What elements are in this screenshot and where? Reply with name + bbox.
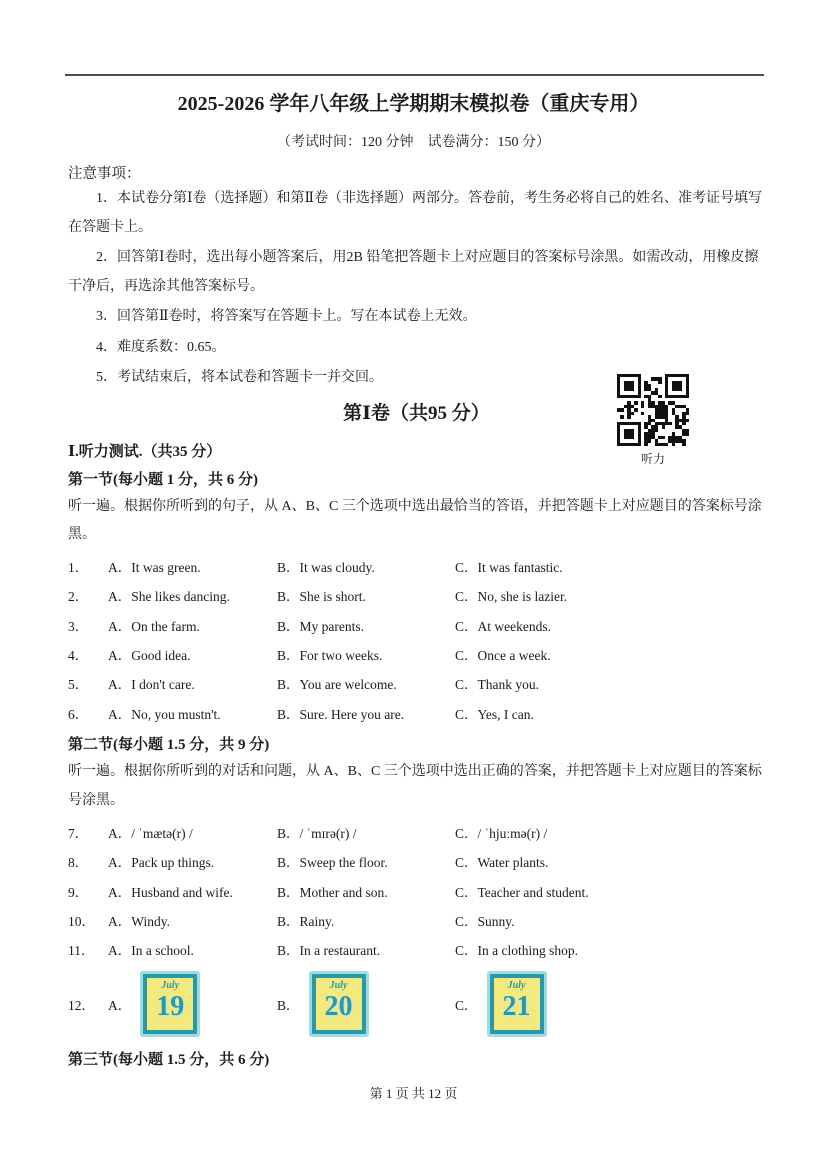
option-b (277, 974, 455, 1034)
option-b: B．Mother and son. (277, 884, 388, 900)
question-number: 5． (68, 677, 89, 693)
question-row-12 (68, 966, 765, 1042)
option-c: C．/ ˈhjuːmə(r) / (455, 825, 548, 841)
notice-item-3: 3．回答第Ⅱ卷时，将答案写在答题卡上。写在本试卷上无效。 (96, 309, 477, 324)
option-a: A．She likes dancing. (108, 589, 230, 605)
question-row-2 (68, 581, 765, 610)
option-c: C．Water plants. (455, 855, 549, 871)
option-a: A．It was green. (108, 560, 201, 576)
option-b-label: B． (277, 997, 300, 1013)
option-a: A．Good idea. (108, 648, 191, 664)
option-a-label: A． (108, 997, 132, 1013)
option-a: A．Pack up things. (108, 855, 215, 871)
exam-subtitle: （考试时间：120 分钟 试卷满分：150 分） (277, 135, 550, 150)
section3-title: 第三节(每小题 1.5 分，共 6 分) (68, 1051, 270, 1068)
section2-instruction: 听一遍。根据你所听到的对话和问题，从 A、B、C 三个选项中选出正确的答案，并把答题卡上对应题目的答案标号涂黑。 (68, 764, 762, 808)
calendar-day: 21 (502, 990, 531, 1022)
option-a: A．In a school. (108, 943, 194, 959)
section2-title: 第二节(每小题 1.5 分，共 9 分) (68, 737, 270, 754)
option-c: C．In a clothing shop. (455, 943, 578, 959)
question-number: 8． (68, 855, 89, 871)
option-a: A．No, you mustn't. (108, 706, 221, 722)
notice-item-4: 4．难度系数：0.65。 (96, 339, 226, 355)
qr-code-label: 听力 (640, 452, 665, 466)
exam-content (0, 165, 827, 1070)
option-c (455, 974, 765, 1034)
option-c: C．Thank you. (455, 677, 539, 693)
option-b: B．In a restaurant. (277, 943, 381, 959)
question-number: 11． (68, 943, 95, 959)
option-a: A．On the farm. (108, 618, 200, 634)
question-row-1 (68, 552, 765, 581)
question-number: 4． (68, 648, 89, 664)
question-row-6 (68, 698, 765, 727)
question-number: 1． (68, 560, 89, 576)
notice-item-2: 2．回答第Ⅰ卷时，选出每小题答案后，用2B 铅笔把答题卡上对应题目的答案标号涂黑。如需改动，用橡皮擦干净后，再选涂其他答案标号。 (68, 250, 759, 294)
option-c-label: C． (455, 997, 478, 1013)
calendar-month: July (329, 979, 348, 991)
question-row-11 (68, 934, 765, 963)
page-footer: 第 1 页 共 12 页 (369, 1086, 458, 1101)
option-b: B．Sweep the floor. (277, 855, 388, 871)
calendar-day: 20 (324, 990, 353, 1022)
question-row-4 (68, 639, 765, 668)
calendar-day: 19 (156, 990, 185, 1022)
option-c: C．Yes, I can. (455, 706, 534, 722)
question-number: 10． (68, 913, 95, 929)
option-a: A．Windy. (108, 913, 170, 929)
calendar-month: July (507, 979, 526, 991)
calendar-image-july-20 (312, 974, 366, 1034)
exam-title: 2025-2026 学年八年级上学期期末模拟卷（重庆专用） (177, 93, 650, 115)
option-b: B．/ ˈmɪrə(r) / (277, 825, 357, 841)
question-row-10 (68, 905, 765, 934)
option-c: C．It was fantastic. (455, 560, 563, 576)
section1-instruction: 听一遍。根据你所听到的句子，从 A、B、C 三个选项中选出最恰当的答语，并把答题卡上对应题目的答案标号涂黑。 (68, 498, 762, 542)
question-row-8 (68, 847, 765, 876)
question-number: 7． (68, 825, 89, 841)
top-divider (65, 74, 764, 76)
question-number: 9． (68, 884, 89, 900)
option-a (108, 974, 277, 1034)
question-row-3 (68, 610, 765, 639)
option-b: B．For two weeks. (277, 648, 383, 664)
listening-qr (616, 374, 690, 467)
option-c: C．No, she is lazier. (455, 589, 568, 605)
question-row-5 (68, 669, 765, 698)
option-a: A．/ ˈmætə(r) / (108, 825, 193, 841)
option-a: A．Husband and wife. (108, 884, 233, 900)
volume1-title: 第Ⅰ卷（共95 分） (343, 402, 490, 424)
option-c: C．Once a week. (455, 648, 551, 664)
question-number: 3． (68, 618, 89, 634)
option-c: C．Sunny. (455, 913, 515, 929)
option-b: B．She is short. (277, 589, 366, 605)
qr-code-icon (617, 374, 689, 446)
question-number: 12． (68, 997, 95, 1013)
option-b: B．You are welcome. (277, 677, 397, 693)
option-b: B．It was cloudy. (277, 560, 375, 576)
option-b: B．Rainy. (277, 913, 335, 929)
notices-title: 注意事项： (68, 166, 141, 182)
question-number: 2． (68, 589, 89, 605)
question-number: 6． (68, 706, 89, 722)
notice-item-5: 5．考试结束后，将本试卷和答题卡一并交回。 (96, 370, 383, 385)
calendar-image-july-19 (143, 974, 197, 1034)
option-a: A．I don't care. (108, 677, 195, 693)
calendar-month: July (161, 979, 180, 991)
option-b: B．Sure. Here you are. (277, 706, 405, 722)
option-c: C．Teacher and student. (455, 884, 589, 900)
section1-title: 第一节(每小题 1 分，共 6 分) (68, 471, 258, 488)
listening-part-title: Ⅰ.听力测试.（共35 分） (68, 443, 222, 460)
question-row-9 (68, 876, 765, 905)
notice-item-1: 1．本试卷分第Ⅰ卷（选择题）和第Ⅱ卷（非选择题）两部分。答卷前，考生务必将自己的姓名、准考证号填写在答题卡上。 (68, 191, 763, 235)
option-c: C．At weekends. (455, 618, 551, 634)
calendar-image-july-21 (490, 974, 544, 1034)
question-row-7 (68, 817, 765, 846)
option-b: B．My parents. (277, 618, 364, 634)
